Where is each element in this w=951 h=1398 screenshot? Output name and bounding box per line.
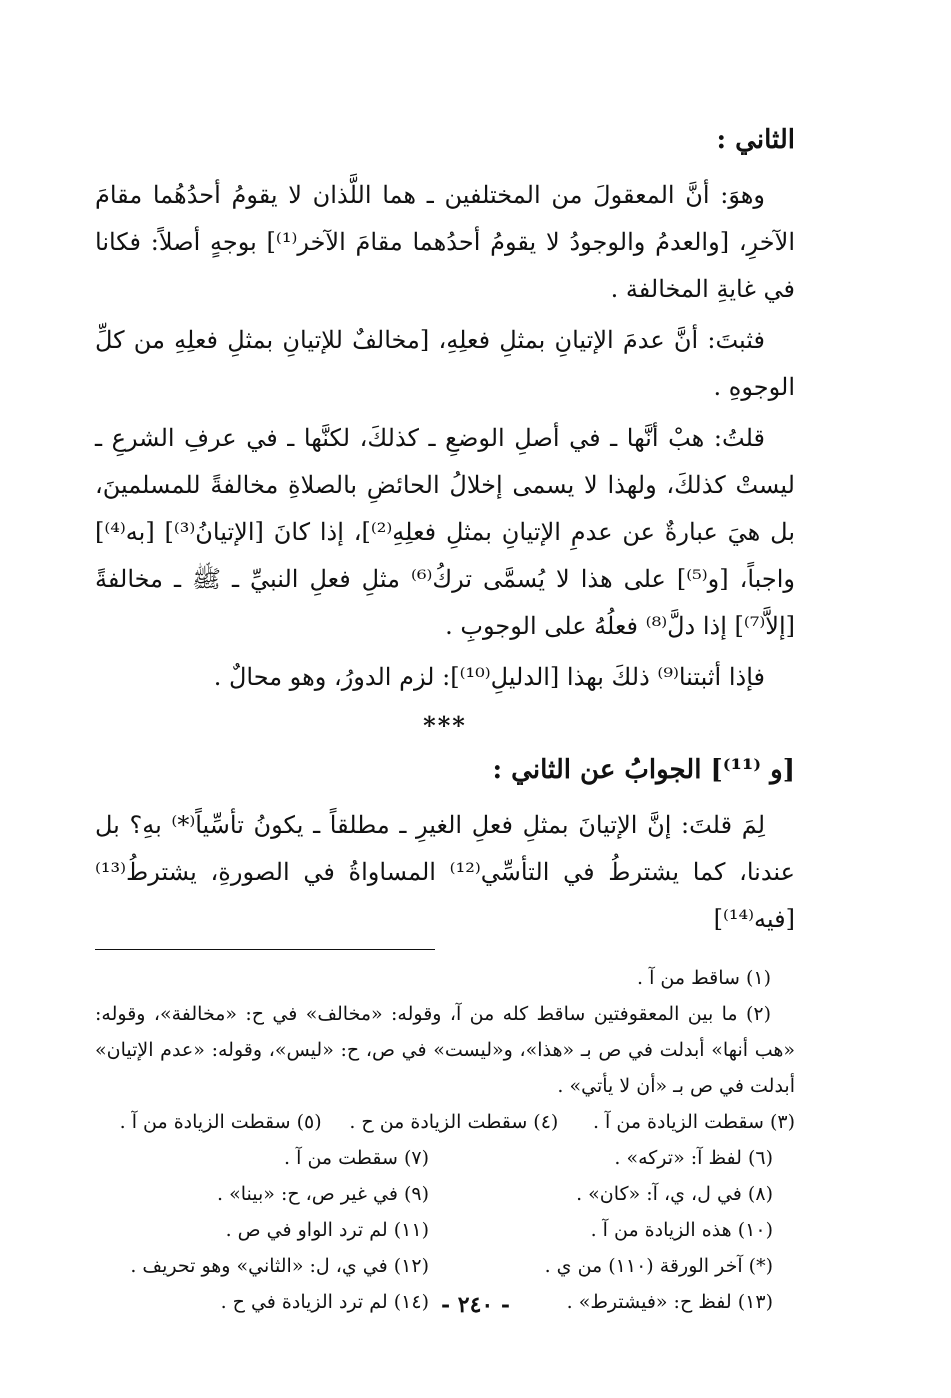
footnote-4: (٤) سقطت الزيادة من ح . xyxy=(349,1111,559,1133)
footnote-9: (٩) في غير ص، ح: «بينا» . xyxy=(217,1183,429,1205)
section-heading-answer: [و ⁽¹¹⁾] الجوابُ عن الثاني : xyxy=(492,755,795,785)
footnote-1: (١) ساقط من آ . xyxy=(637,967,771,989)
section-separator: *** xyxy=(423,711,467,740)
footnote-2: (٢) ما بين المعقوفتين ساقط كله من آ، وقوله: «مخالف» في ح: «مخالفة»، وقوله: «هب أنها» أبدلت في ص بـ «هذا»، و«ليست» في ص، ح: «ليس»، وقوله: «عدم الإتيان» أبدلت في ص بـ «أن لا يأتي» . xyxy=(95,1003,795,1097)
footnote-8: (٨) في ل، ي، آ: «كان» . xyxy=(576,1183,773,1205)
paragraph-3: قلتُ: هبْ أنَّها ـ في أصلِ الوضعِ ـ كذلكَ، لكنَّها ـ في عرفِ الشرعِ ـ ليستْ كذلكَ، ولهذا لا يسمى إخلالُ الحائضِ بالصلاةِ مخالفةً للمسلمينَ، بل هيَ عبارةٌ عن عدمِ الإتيانِ بمثلِ فعلِهِ⁽²⁾]، إذا كانَ [الإتيانُ⁽³⁾] [به⁽⁴⁾] واجباً، [و⁽⁵⁾] على هذا لا يُسمَّى تركُ⁽⁶⁾ مثلِ فعلِ النبيِّ ـ ﷺ ـ مخالفةً [إلاَّ⁽⁷⁾] إذا دلَّ⁽⁸⁾ فعلُهُ على الوجوبِ . xyxy=(95,424,795,640)
footnote-5: (٥) سقطت الزيادة من آ . xyxy=(119,1111,322,1133)
section-heading-second: الثاني : xyxy=(716,125,795,155)
footnote-14: (١٤) لم ترد الزيادة في ح . xyxy=(220,1291,429,1313)
footnote-star: (*) آخر الورقة (١١٠) من ي . xyxy=(544,1255,773,1277)
footnote-3: (٣) سقطت الزيادة من آ . xyxy=(592,1111,795,1133)
footnote-13: (١٣) لفظ ح: «فيشترط» . xyxy=(566,1291,773,1313)
page-number: - ٢٤٠ - xyxy=(440,1292,511,1318)
footnote-row xyxy=(95,1104,795,1140)
footnote-6: (٦) لفظ آ: «تركه» . xyxy=(614,1147,773,1169)
paragraph-1: وهوَ: أنَّ المعقولَ من المختلفين ـ هما اللَّذان لا يقومُ أحدُهُما مقامَ الآخرِ، [والعدمُ والوجودُ لا يقومُ أحدُهما مقامَ الآخر⁽¹⁾] بوجهٍ أصلاً: فكانا في غايةِ المخالفة . xyxy=(95,181,795,303)
page-body xyxy=(95,118,795,1320)
footnote-divider xyxy=(95,949,435,950)
footnote-12: (١٢) في ي، ل: «الثاني» وهو تحريف . xyxy=(130,1255,429,1277)
footnote-row xyxy=(95,1212,795,1248)
footnote-10: (١٠) هذه الزيادة من آ . xyxy=(590,1219,773,1241)
footnote-row xyxy=(95,1176,795,1212)
paragraph-2: فثبتَ: أنَّ عدمَ الإتيانِ بمثلِ فعلِهِ، [مخالفٌ للإتيانِ بمثلِ فعلِهِ من كلِّ الوجوهِ . xyxy=(95,326,795,401)
footnotes xyxy=(95,960,795,1320)
paragraph-4: فإذا أثبتنا⁽⁹⁾ ذلكَ بهذا [الدليلِ⁽¹⁰⁾]: لزم الدورُ، وهو محالٌ . xyxy=(213,663,765,691)
footnote-7: (٧) سقطت من آ . xyxy=(284,1147,429,1169)
footnote-row xyxy=(95,1140,795,1176)
footnote-row xyxy=(95,1248,795,1284)
paragraph-5: لِمَ قلتَ: إنَّ الإتيانَ بمثلِ فعلِ الغيرِ ـ مطلقاً ـ يكونُ تأسِّياً⁽*⁾ بهِ؟ بل عندنا، كما يشترطُ في التأسِّي⁽¹²⁾ المساواةُ في الصورةِ، يشترطُ⁽¹³⁾ [فيه⁽¹⁴⁾] xyxy=(95,811,795,933)
footnote-11: (١١) لم ترد الواو في ص . xyxy=(225,1219,429,1241)
